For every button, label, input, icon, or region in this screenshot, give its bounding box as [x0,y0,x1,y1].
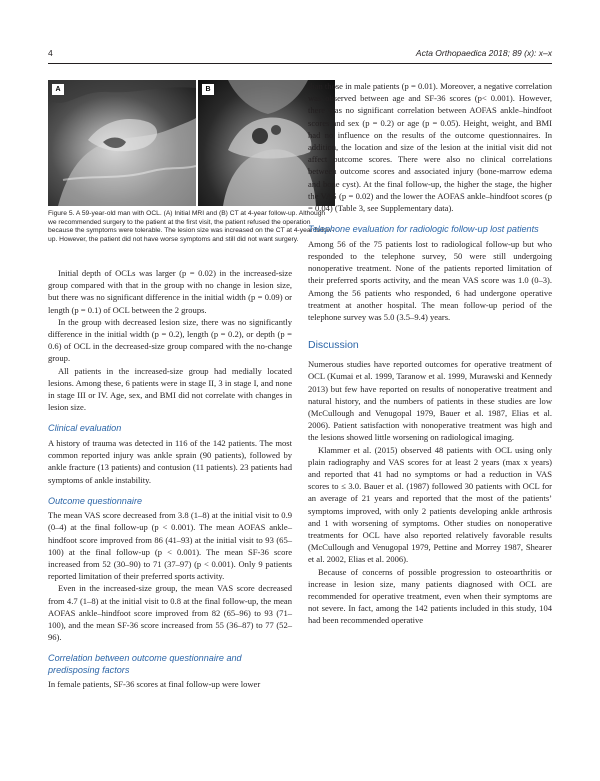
panel-a-label: A [52,84,64,95]
paragraph: Among 56 of the 75 patients lost to radiological follow-up but who responded to the telephone survey, 50 were still undergoing nonoperative treatment. None of the patients reported limitation of their preferred sports activity, and the mean VAS score was 1.0 (0–3). Among the 56 patients who responded, 6 had undergone operative treatment at another hospital. The mean follow-up period of the telephone survey was 5.0 (3.5–9.4) years. [308,238,552,322]
figure-panel-a-mri [48,80,196,206]
section-heading-clinical-evaluation: Clinical evaluation [48,423,122,434]
paragraph: The mean VAS score decreased from 3.8 (1–8) at the initial visit to 0.9 (0–4) at the final follow-up (p < 0.001). The mean AOFAS ankle–hindfoot score improved from 86 (41–93) at the initial visit to 93 (65–100) at the final follow-up (p < 0.001). The mean SF-36 score increased from 52 (30–90) to 71 (37–97) (p < 0.001). Only 9 patients reported limitation of their preferred sports activity. [48,510,292,582]
figure-caption: Figure 5. A 59-year-old man with OCL. (A) Initial MRI and (B) CT at 4-year follow-up. Although we recommended surgery to the patient at the first visit, the patient refused the operation because the symptoms were tolerable. The lesion size was increased on the CT at 4-year follow-up. However, the patient did not have worse symptoms and still did not want surgery. [48,210,334,243]
paragraph: In the group with decreased lesion size, there was no significantly difference in the initial width (p = 0.2), length (p = 0.2), or depth (p = 0.6) of OCL in the decreased-size group compared with the no-change group. [48,316,292,364]
paragraph: Even in the increased-size group, the mean VAS score decreased from 4.7 (1–8) at the initial visit to 0.8 at the final follow-up, the mean AOFAS ankle–hindfoot score improved from 82 (65–96) to 93 (71–100), and the mean SF-36 score increased from 55 (36–87) to 77 (52–96). [48,583,292,643]
running-header [48,48,552,60]
paragraph: All patients in the increased-size group had medially located lesions. Among these, 6 patients were in stage II, 3 in stage I, and none in stage III or IV. Age, sex, and BMI did not correlate with changes in lesion size. [48,365,292,413]
paragraph: In female patients, SF-36 scores at final follow-up were lower [48,679,261,690]
section-heading-outcome-questionnaire: Outcome questionnaire [48,495,143,506]
section-heading-correlation: Correlation between outcome questionnaire and predisposing factors [48,653,242,675]
section-heading-telephone-evaluation: Telephone evaluation for radiologic follow-up lost patients [308,224,539,235]
panel-b-label: B [202,84,214,95]
journal-citation: Acta Orthopaedica 2018; 89 (x): x–x [415,48,552,58]
paragraph: Initial depth of OCLs was larger (p = 0.02) in the increased-size group compared with that in the group with no change in lesion size, but there was no significant difference in the initial width (p = 0.09) or length (p = 0.1) of OCL between the 2 groups. [48,268,292,315]
paragraph: A history of trauma was detected in 116 of the 142 patients. The most common reported injury was ankle sprain (90 patients), followed by ankle fracture (13 patients) and contusion (11 patients). 23 patients had symptoms of ankle instability. [48,437,292,485]
header-rule [48,63,552,64]
right-column [308,80,552,627]
page-number: 4 [48,48,53,58]
left-column [48,267,292,691]
paragraph: Numerous studies have reported outcomes for operative treatment of OCL (Kumai et al. 1999, Taranow et al. 1999, Murawski and Kennedy 2013) but few have reported on results of nonoperative treatment and natural history, and the numbers of patients in these studies are low (McCullough and Venugopal 1979, Bauer et al. 1987, Elias et al. 2006). Patient satisfaction with nonoperative treatment was high and the lesions showed little worsening on radiological imaging. [308,359,552,443]
mri-image [48,80,196,206]
paragraph: Because of concerns of possible progression to osteoarthritis or increase in lesion size, many patients diagnosed with OCL are recommended for operative treatment, even when their symptoms are not severe. In fact, among the 142 patients included in this study, 104 had been recommended operative [308,566,552,626]
section-heading-discussion: Discussion [308,339,359,352]
paragraph: than those in male patients (p = 0.01). Moreover, a negative correlation was observed between age and SF-36 scores (p< 0.001). However, there was no significant correlation between AOFAS ankle–hindfoot scores and sex (p = 0.2) or age (p = 0.05). Height, weight, and BMI had no influence on the results of the outcome questionnaires. In addition, the location and size of the lesion at the initial visit did not affect outcome scores. There were also no clinical correlations between outcome scores and associated injury (bone-marrow edema and bone cyst). At the final follow-up, the higher the stage, the higher the VAS (p = 0.02) and the lower the AOFAS ankle–hindfoot scores (p = 0.04) (Table 3, see Supplementary data). [308,81,552,214]
paragraph: Klammer et al. (2015) observed 48 patients with OCL using only plain radiography and VAS scores for at least 2 years (max x years) and reported that 41 had no symptoms or had a reduction in VAS scores to ≤ 3.0. Bauer et al. (1987) followed 30 patients with OCL for an average of 21 years and reported that the most of the patients’ symptoms improved, with only 2 patients developing ankle arthrosis and 1 with worsening of symptoms. Other studies on nonoperative treatments for OCL have also reported relatively favorable results (McCullough and Venugopal 1979, Pettine and Morrey 1987, Shearer et al. 2002, Elias et al. 2006). [308,444,552,565]
figure-5 [48,80,335,206]
